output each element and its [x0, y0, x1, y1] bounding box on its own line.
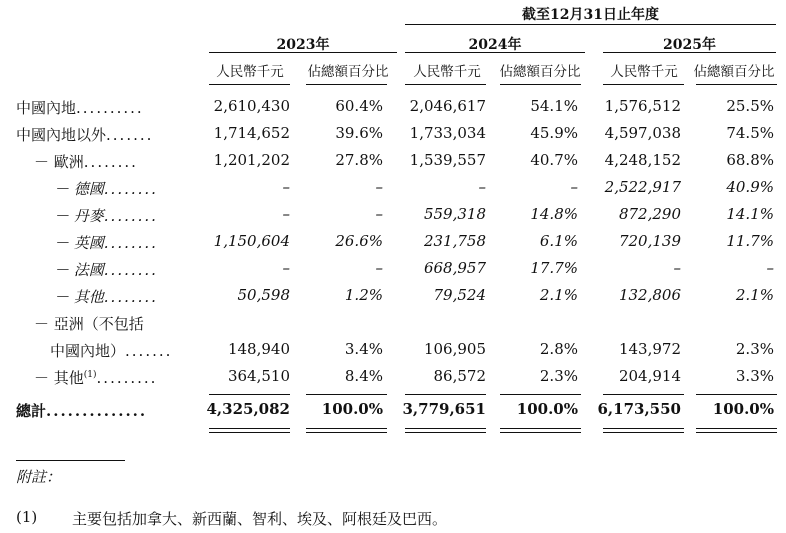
table-cell: 3,779,651: [402, 400, 486, 418]
row-label-text: 中國內地以外: [16, 126, 107, 144]
table-cell: 1,714,652: [213, 124, 290, 142]
leader-dots: ........: [103, 261, 158, 279]
row-label: [16, 124, 153, 145]
table-cell: 17.7%: [530, 259, 578, 277]
header-rule-5: [603, 84, 684, 85]
table-cell: 79,524: [433, 286, 486, 304]
year-header-2024: 2024年: [468, 37, 522, 53]
table-cell: 872,290: [618, 205, 681, 223]
table-cell: –: [375, 259, 383, 277]
table-cell: 559,318: [423, 205, 486, 223]
year-underline-2023: [209, 52, 397, 53]
leader-dots: ..........: [76, 99, 144, 117]
table-cell: 14.8%: [530, 205, 578, 223]
table-cell: 74.5%: [726, 124, 774, 142]
table-cell: 14.1%: [726, 205, 774, 223]
row-label: [34, 313, 144, 334]
table-cell: 2.8%: [539, 340, 578, 358]
table-cell: 6.1%: [539, 232, 578, 250]
table-cell: 60.4%: [335, 97, 383, 115]
table-cell: 2.1%: [539, 286, 578, 304]
table-cell: 4,597,038: [604, 124, 681, 142]
table-cell: 40.9%: [726, 178, 774, 196]
total-rule-1: [209, 394, 290, 395]
table-cell: 720,139: [618, 232, 681, 250]
table-cell: 2,046,617: [409, 97, 486, 115]
table-cell: 1,733,034: [409, 124, 486, 142]
table-cell: 4,325,082: [206, 400, 290, 418]
table-cell: –: [478, 178, 486, 196]
table-cell: 39.6%: [335, 124, 383, 142]
table-cell: 25.5%: [726, 97, 774, 115]
col-header-rmb-2023: 人民幣千元: [216, 64, 284, 80]
total-double-rule-3: [405, 428, 486, 433]
year-header-2023: 2023年: [276, 37, 330, 53]
table-cell: 26.6%: [335, 232, 383, 250]
total-rule-3: [405, 394, 486, 395]
col-header-rmb-2024: 人民幣千元: [413, 64, 481, 80]
table-cell: 3.3%: [735, 367, 774, 385]
row-label: [54, 205, 158, 226]
col-header-rmb-2025: 人民幣千元: [610, 64, 678, 80]
table-cell: 68.8%: [726, 151, 774, 169]
table-cell: –: [282, 205, 290, 223]
table-cell: 6,173,550: [597, 400, 681, 418]
row-label-text: 中國內地: [16, 99, 77, 117]
total-double-rule-2: [306, 428, 387, 433]
row-label: [54, 259, 158, 280]
table-cell: 1,539,557: [409, 151, 486, 169]
header-rule-2: [306, 84, 387, 85]
total-rule-6: [696, 394, 777, 395]
footnote-text: 主要包括加拿大、新西蘭、智利、埃及、阿根廷及巴西。: [72, 510, 448, 528]
row-label-text: － 其他: [34, 369, 84, 387]
footnote-ref: (1): [83, 370, 97, 380]
leader-dots: .........: [96, 369, 158, 387]
table-cell: 1,150,604: [213, 232, 290, 250]
table-cell: 143,972: [618, 340, 681, 358]
col-header-pct-2025: 佔總額百分比: [693, 64, 775, 80]
row-label-text: － 德國: [54, 180, 104, 198]
header-rule-1: [209, 84, 290, 85]
table-cell: 86,572: [433, 367, 486, 385]
table-cell: –: [766, 259, 774, 277]
table-cell: –: [570, 178, 578, 196]
table-cell: 2.3%: [735, 340, 774, 358]
header-rule-4: [500, 84, 581, 85]
table-cell: 100.0%: [321, 400, 383, 418]
table-cell: 100.0%: [712, 400, 774, 418]
table-cell: 3.4%: [344, 340, 383, 358]
table-cell: 27.8%: [335, 151, 383, 169]
col-header-pct-2024: 佔總額百分比: [499, 64, 581, 80]
table-cell: 364,510: [227, 367, 290, 385]
table-cell: –: [282, 178, 290, 196]
row-label-text: 總計: [16, 402, 47, 420]
table-cell: 132,806: [618, 286, 681, 304]
footnote-divider: [16, 460, 125, 461]
row-label-text: － 亞洲（不包括: [34, 315, 144, 333]
footnote-title: 附註：: [16, 468, 62, 486]
table-cell: 1,576,512: [604, 97, 681, 115]
table-cell: 2.1%: [735, 286, 774, 304]
table-cell: 1.2%: [344, 286, 383, 304]
leader-dots: ........: [103, 288, 158, 306]
table-cell: 148,940: [227, 340, 290, 358]
year-underline-2025: [603, 52, 776, 53]
total-double-rule-1: [209, 428, 290, 433]
caption-underline: [405, 24, 776, 25]
leader-dots: ..............: [46, 402, 148, 420]
total-rule-2: [306, 394, 387, 395]
table-cell: 668,957: [423, 259, 486, 277]
year-header-2025: 2025年: [663, 37, 716, 53]
row-label-text: － 丹麥: [54, 207, 104, 225]
table-cell: 231,758: [423, 232, 486, 250]
table-caption: 截至12月31日止年度: [522, 7, 659, 23]
col-header-pct-2023: 佔總額百分比: [307, 64, 389, 80]
table-cell: –: [673, 259, 681, 277]
leader-dots: ........: [83, 153, 138, 171]
table-cell: 106,905: [423, 340, 486, 358]
leader-dots: ........: [103, 207, 158, 225]
row-label-text: － 法國: [54, 261, 104, 279]
footnote-number: (1): [16, 508, 38, 526]
header-rule-6: [696, 84, 777, 85]
leader-dots: ........: [103, 180, 158, 198]
total-rule-4: [500, 394, 581, 395]
table-cell: 45.9%: [530, 124, 578, 142]
year-underline-2024: [405, 52, 585, 53]
table-cell: –: [375, 178, 383, 196]
total-double-rule-6: [696, 428, 777, 433]
table-cell: 40.7%: [530, 151, 578, 169]
row-label-text: － 歐洲: [34, 153, 84, 171]
table-cell: 100.0%: [516, 400, 578, 418]
row-label-text: － 英國: [54, 234, 104, 252]
table-cell: 1,201,202: [213, 151, 290, 169]
header-rule-3: [405, 84, 486, 85]
row-label: [16, 400, 147, 421]
table-cell: 2.3%: [539, 367, 578, 385]
leader-dots: .......: [125, 342, 173, 360]
row-label-text: － 其他: [54, 288, 104, 306]
total-double-rule-5: [603, 428, 684, 433]
total-double-rule-4: [500, 428, 581, 433]
row-label: [16, 97, 144, 118]
row-label: [50, 340, 172, 361]
table-cell: 204,914: [618, 367, 681, 385]
row-label-text: 中國內地）: [50, 342, 126, 360]
table-cell: 2,610,430: [213, 97, 290, 115]
row-label: [34, 367, 157, 388]
table-cell: 8.4%: [344, 367, 383, 385]
table-cell: –: [282, 259, 290, 277]
table-cell: –: [375, 205, 383, 223]
row-label: [54, 178, 158, 199]
table-cell: 11.7%: [726, 232, 774, 250]
total-rule-5: [603, 394, 684, 395]
table-cell: 4,248,152: [604, 151, 681, 169]
leader-dots: ........: [103, 234, 158, 252]
row-label: [54, 286, 158, 307]
row-label: [54, 232, 158, 253]
table-cell: 50,598: [237, 286, 290, 304]
leader-dots: .......: [106, 126, 154, 144]
table-cell: 2,522,917: [604, 178, 681, 196]
table-cell: 54.1%: [530, 97, 578, 115]
row-label: [34, 151, 138, 172]
